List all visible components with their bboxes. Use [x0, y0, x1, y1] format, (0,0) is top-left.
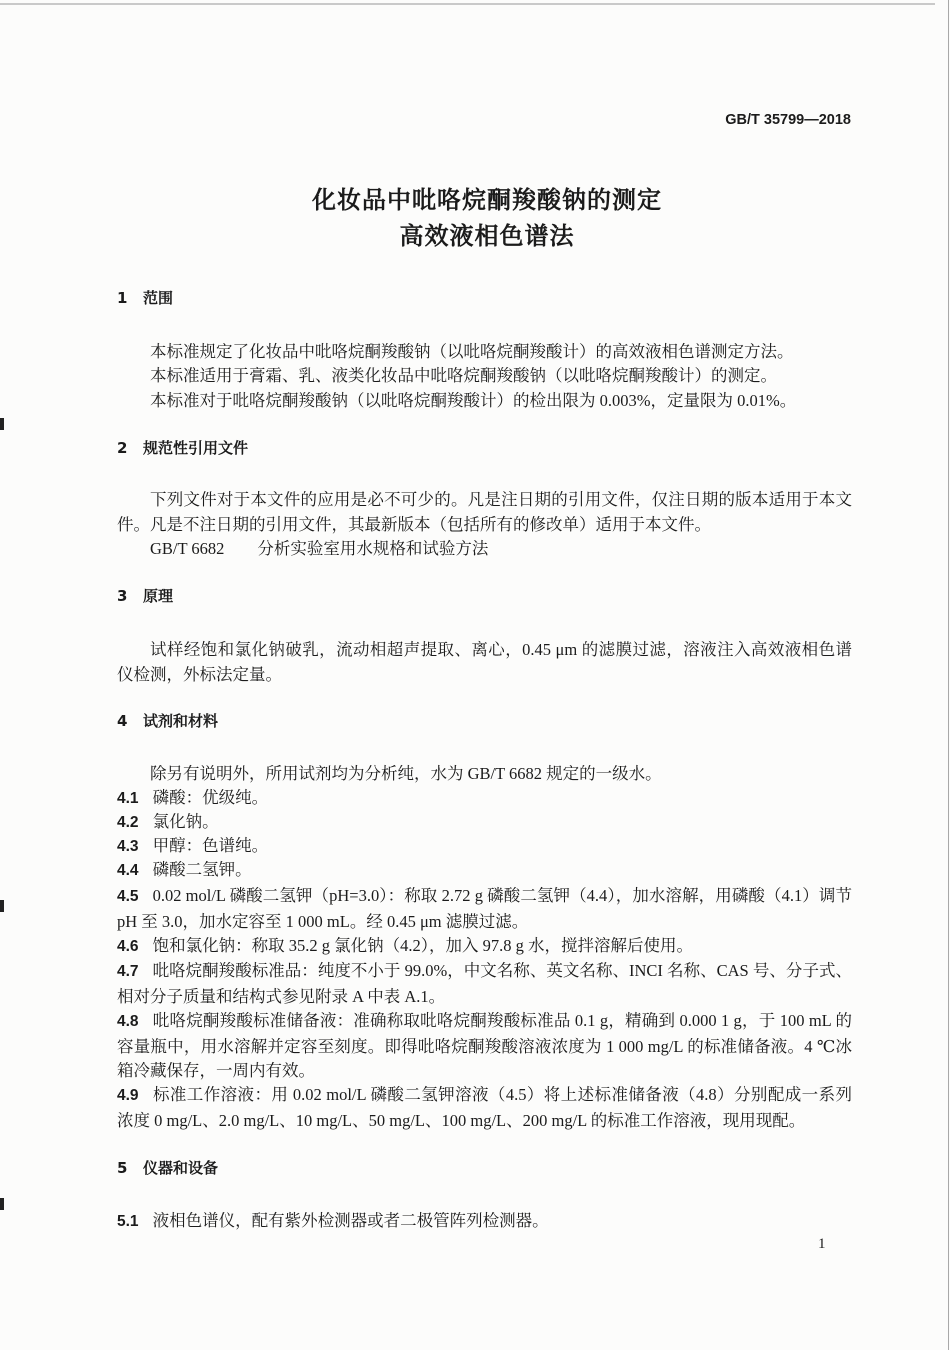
clause-text: 吡咯烷酮羧酸标准储备液：准确称取吡咯烷酮羧酸标准品 0.1 g，精确到 0.000 1 g，于 100 mL 的容量瓶中，用水溶解并定容至刻度。即得吡咯烷酮羧酸溶液浓度为 1 000 mg/L 的标准储备液。4 ℃冰箱冷藏保存，一周内有效。: [117, 1011, 852, 1081]
document-title-line-1: 化妆品中吡咯烷酮羧酸钠的测定: [312, 186, 662, 214]
section-number: 5: [117, 1159, 128, 1177]
clause-number: 4.4: [117, 862, 139, 879]
section-2-heading: [117, 436, 248, 460]
paragraph: 本标准适用于膏霜、乳、液类化妆品中吡咯烷酮羧酸钠（以吡咯烷酮羧酸计）的测定。: [150, 366, 777, 385]
clause-4-9: [117, 1083, 852, 1133]
clause-number: 5.1: [117, 1213, 139, 1230]
scan-mark: [0, 900, 4, 912]
clause-text: 0.02 mol/L 磷酸二氢钾（pH=3.0）：称取 2.72 g 磷酸二氢钾（4.4），加水溶解，用磷酸（4.1）调节 pH 至 3.0，加水定容至 1 000 mL。经 0.45 μm 滤膜过滤。: [117, 886, 852, 931]
section-number: 1: [117, 289, 128, 307]
paragraph: 下列文件对于本文件的应用是必不可少的。凡是注日期的引用文件，仅注日期的版本适用于本文件。凡是不注日期的引用文件，其最新版本（包括所有的修改单）适用于本文件。: [117, 490, 852, 534]
reference-title: 分析实验室用水规格和试验方法: [257, 539, 489, 558]
section-5-heading: [117, 1156, 218, 1180]
clause-text: 标准工作溶液：用 0.02 mol/L 磷酸二氢钾溶液（4.5）将上述标准储备液（4.8）分别配成一系列浓度 0 mg/L、2.0 mg/L、10 mg/L、50 mg/L、100 mg/L、200 mg/L 的标准工作溶液，现用现配。: [117, 1085, 852, 1130]
scan-edge-right: [948, 0, 949, 1350]
scan-mark: [0, 1198, 4, 1210]
section-title: 原理: [143, 587, 174, 605]
scan-edge-top: [0, 3, 935, 5]
clause-number: 4.2: [117, 814, 139, 831]
clause-text: 磷酸二氢钾。: [152, 860, 252, 879]
clause-text: 饱和氯化钠：称取 35.2 g 氯化钠（4.2），加入 97.8 g 水，搅拌溶解后使用。: [152, 936, 693, 955]
clause-number: 4.8: [117, 1013, 139, 1030]
section-1-heading: [117, 286, 173, 310]
clause-number: 4.7: [117, 963, 139, 980]
section-3-heading: [117, 584, 173, 608]
page-number: 1: [818, 1236, 826, 1252]
reference-code: GB/T 6682: [150, 539, 225, 558]
section-number: 4: [117, 712, 128, 730]
paragraph: 试样经饱和氯化钠破乳，流动相超声提取、离心，0.45 μm 的滤膜过滤，溶液注入高效液相色谱仪检测，外标法定量。: [117, 640, 852, 684]
clause-4-4: [117, 858, 852, 884]
clause-4-6: [117, 934, 852, 960]
clause-number: 4.5: [117, 888, 139, 905]
paragraph: 本标准规定了化妆品中吡咯烷酮羧酸钠（以吡咯烷酮羧酸计）的高效液相色谱测定方法。: [150, 342, 794, 361]
scan-mark: [0, 418, 4, 430]
section-title: 规范性引用文件: [143, 439, 249, 457]
section-title: 试剂和材料: [143, 712, 219, 730]
section-number: 3: [117, 587, 128, 605]
clause-number: 4.6: [117, 938, 139, 955]
clause-4-1: [117, 786, 852, 812]
document-title-line-2: 高效液相色谱法: [399, 222, 575, 250]
normative-reference: [117, 537, 852, 562]
paragraph: 除另有说明外，所用试剂均为分析纯，水为 GB/T 6682 规定的一级水。: [150, 764, 662, 783]
clause-5-1: [117, 1209, 852, 1235]
clause-4-7: [117, 959, 852, 1009]
standard-code: GB/T 35799—2018: [725, 112, 851, 128]
clause-text: 磷酸：优级纯。: [152, 788, 269, 807]
section-4-heading: [117, 709, 218, 733]
clause-text: 氯化钠。: [152, 812, 219, 831]
clause-number: 4.1: [117, 790, 139, 807]
clause-4-2: [117, 810, 852, 836]
clause-4-8: [117, 1009, 852, 1084]
clause-text: 甲醇：色谱纯。: [152, 836, 269, 855]
clause-number: 4.3: [117, 838, 139, 855]
clause-number: 4.9: [117, 1087, 139, 1104]
clause-4-5: [117, 884, 852, 934]
clause-text: 吡咯烷酮羧酸标准品：纯度不小于 99.0%，中文名称、英文名称、INCI 名称、CAS 号、分子式、相对分子质量和结构式参见附录 A 中表 A.1。: [117, 961, 852, 1006]
section-title: 仪器和设备: [143, 1159, 219, 1177]
paragraph: 本标准对于吡咯烷酮羧酸钠（以吡咯烷酮羧酸计）的检出限为 0.003%，定量限为 0.01%。: [150, 391, 797, 410]
section-title: 范围: [143, 289, 174, 307]
clause-text: 液相色谱仪，配有紫外检测器或者二极管阵列检测器。: [152, 1211, 549, 1230]
section-number: 2: [117, 439, 128, 457]
clause-4-3: [117, 834, 852, 860]
